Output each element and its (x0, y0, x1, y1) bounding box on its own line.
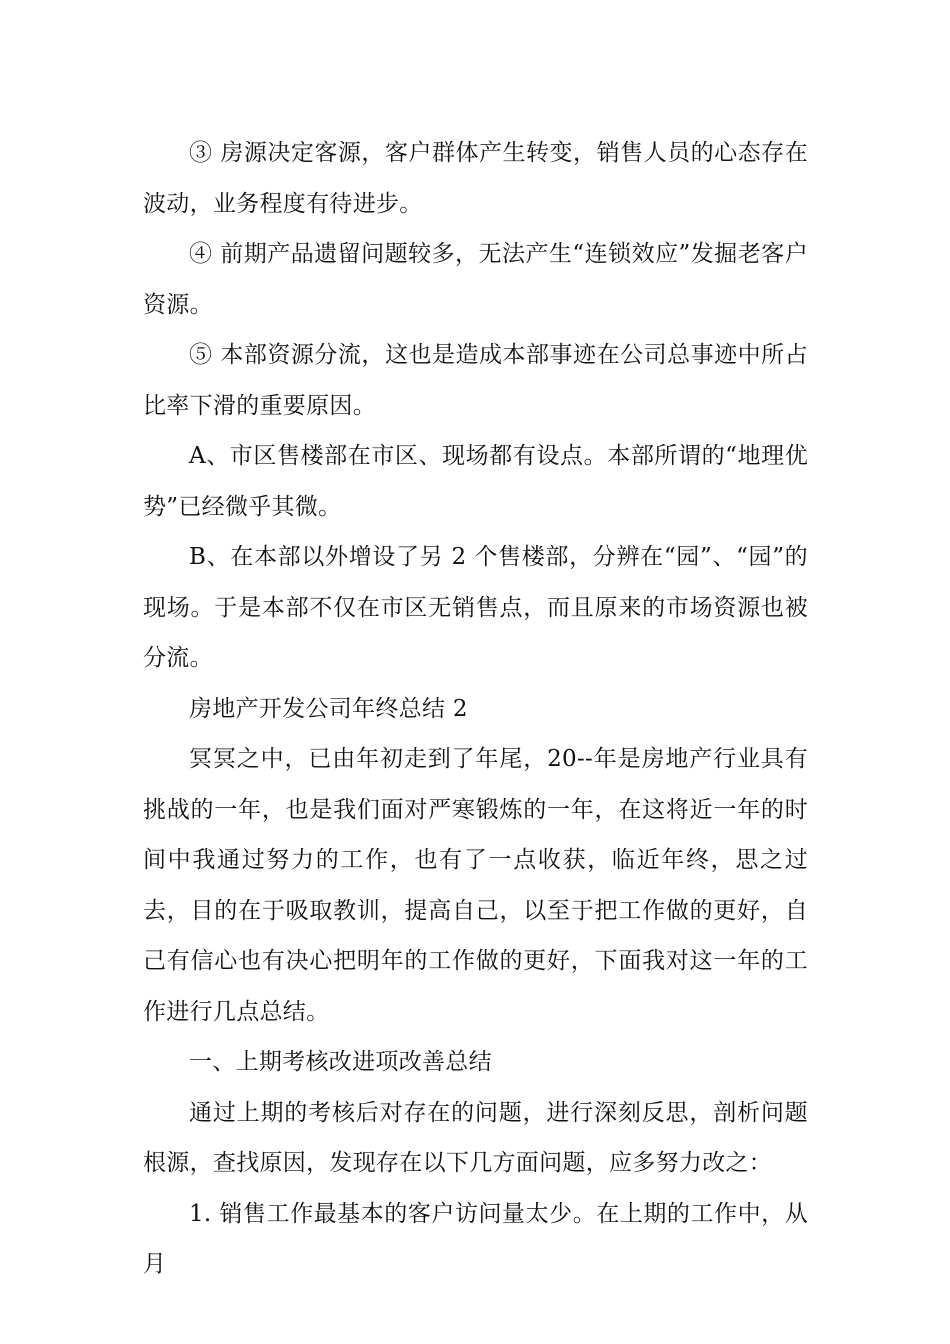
document-body (143, 128, 808, 1290)
section-title-summary-2: 房地产开发公司年终总结 2 (189, 695, 468, 722)
paragraph-source-determines-clients: ③ 房源决定客源，客户群体产生转变，销售人员的心态存在波动，业务程度有待进步。 (143, 140, 808, 217)
paragraph-reflection: 通过上期的考核后对存在的问题，进行深刻反思，剖析问题根源，查找原因，发现存在以下几方面问题，应多努力改之： (143, 1099, 808, 1176)
paragraph-resource-diversion: ⑤ 本部资源分流，这也是造成本部事迹在公司总事迹中所占比率下滑的重要原因。 (143, 342, 808, 419)
paragraph-item-1: 1. 销售工作最基本的客户访问量太少。在上期的工作中，从月 (143, 1200, 808, 1277)
paragraph-point-a: A、市区售楼部在市区、现场都有设点。本部所谓的“地理优势”已经微乎其微。 (143, 443, 808, 520)
paragraph-legacy-product-issues: ④ 前期产品遗留问题较多，无法产生“连锁效应”发掘老客户资源。 (143, 241, 808, 318)
paragraph-year-end-intro: 冥冥之中，已由年初走到了年尾，20--年是房地产行业具有挑战的一年，也是我们面对严寒锻炼的一年，在这将近一年的时间中我通过努力的工作，也有了一点收获，临近年终，思之过去，目的在于吸取教训，提高自己，以至于把工作做的更好，自己有信心也有决心把明年的工作做的更好，下面我对这一年的工作进行几点总结。 (143, 746, 808, 1025)
paragraph-point-b: B、在本部以外增设了另 2 个售楼部，分辨在“园”、“园”的现场。于是本部不仅在市区无销售点，而且原来的市场资源也被分流。 (143, 544, 808, 671)
heading-section-one: 一、上期考核改进项改善总结 (189, 1049, 492, 1075)
